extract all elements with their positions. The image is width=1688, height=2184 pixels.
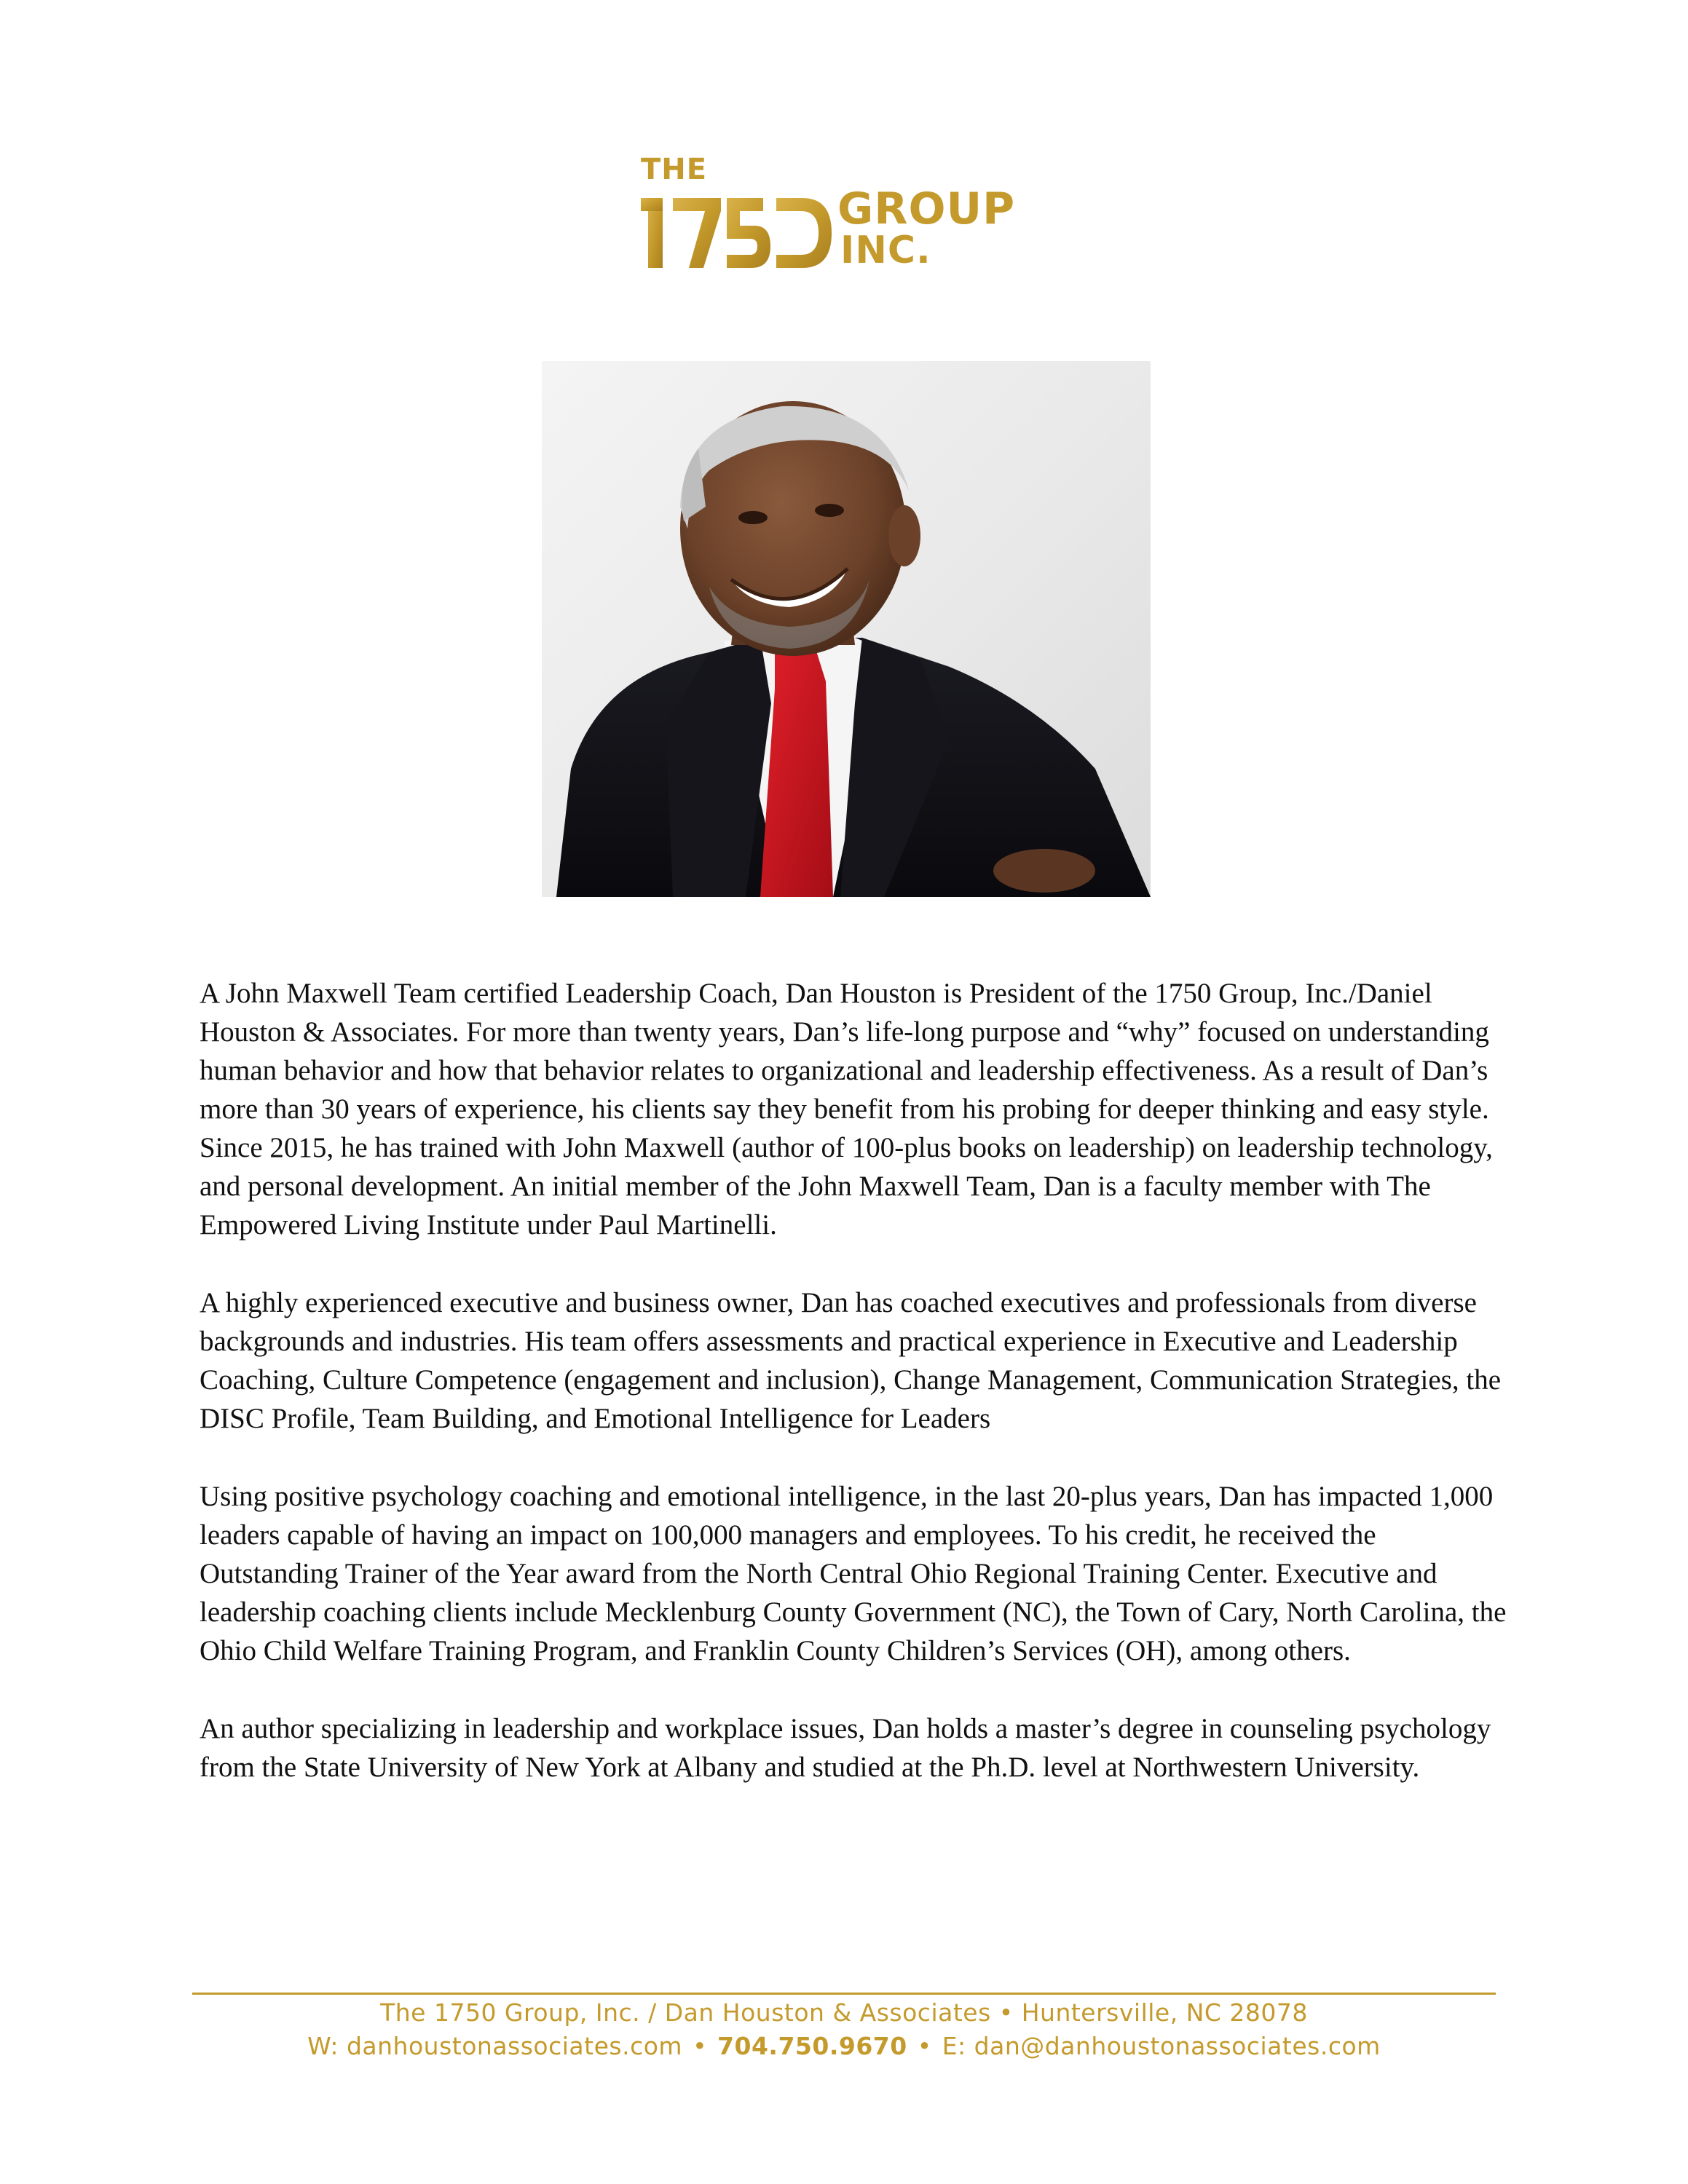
bio-paragraph: An author specializing in leadership and workplace issues, Dan holds a master’s degree in counseling psychology from the State University of New York at Albany and studied at the Ph.D. level at Northwestern University.: [200, 1713, 1491, 1783]
bio-paragraph: A highly experienced executive and business owner, Dan has coached executives and professionals from diverse backgrounds and industries. His team offers assessments and practical experience in Executive and Leadership Coaching, Culture Competence (engagement and inclusion), Change Management, Communication Strategies, the DISC Profile, Team Building, and Emotional Intelligence for Leaders: [200, 1287, 1502, 1434]
footer-separator: •: [917, 2032, 932, 2060]
footer-phone-link[interactable]: 704.750.9670: [717, 2032, 907, 2060]
logo-word-group: GROUP: [837, 183, 1016, 234]
footer-website-link[interactable]: W: danhoustonassociates.com: [307, 2032, 683, 2060]
company-logo: [641, 153, 1049, 277]
footer-separator: •: [693, 2032, 708, 2060]
logo-word-inc: INC.: [840, 229, 931, 272]
footer-contact: [192, 2030, 1496, 2063]
footer: [192, 1996, 1496, 2063]
portrait-illustration: [542, 361, 1151, 897]
portrait-photo: [542, 361, 1151, 897]
logo-word-the: THE: [641, 153, 708, 186]
footer-divider: [192, 1993, 1496, 1995]
footer-address: The 1750 Group, Inc. / Dan Houston & Associates • Huntersville, NC 28078: [380, 1998, 1308, 2027]
bio-paragraph: Using positive psychology coaching and emotional intelligence, in the last 20-plus years, Dan has impacted 1,000 leaders capable of having an impact on 100,000 managers and employees. To his credit, he received the Outstanding Trainer of the Year award from the North Central Ohio Regional Training Center. Executive and leadership coaching clients include Mecklenburg County Government (NC), the Town of Cary, North Carolina, the Ohio Child Welfare Training Program, and Franklin County Children’s Services (OH), among others.: [200, 1481, 1507, 1666]
bio-paragraph: A John Maxwell Team certified Leadership Coach, Dan Houston is President of the 1750 Group, Inc./Daniel Houston & Associates. For more than twenty years, Dan’s life-long purpose and “why” focused on understanding human behavior and how that behavior relates to organizational and leadership effectiveness. As a result of Dan’s more than 30 years of experience, his clients say they benefit from his probing for deeper thinking and easy style. Since 2015, he has trained with John Maxwell (author of 100-plus books on leadership) on leadership technology, and personal development. An initial member of the John Maxwell Team, Dan is a faculty member with The Empowered Living Institute under Paul Martinelli.: [200, 978, 1493, 1241]
bio-section: [200, 974, 1510, 1826]
footer-email-link[interactable]: E: dan@danhoustonassociates.com: [942, 2032, 1381, 2060]
